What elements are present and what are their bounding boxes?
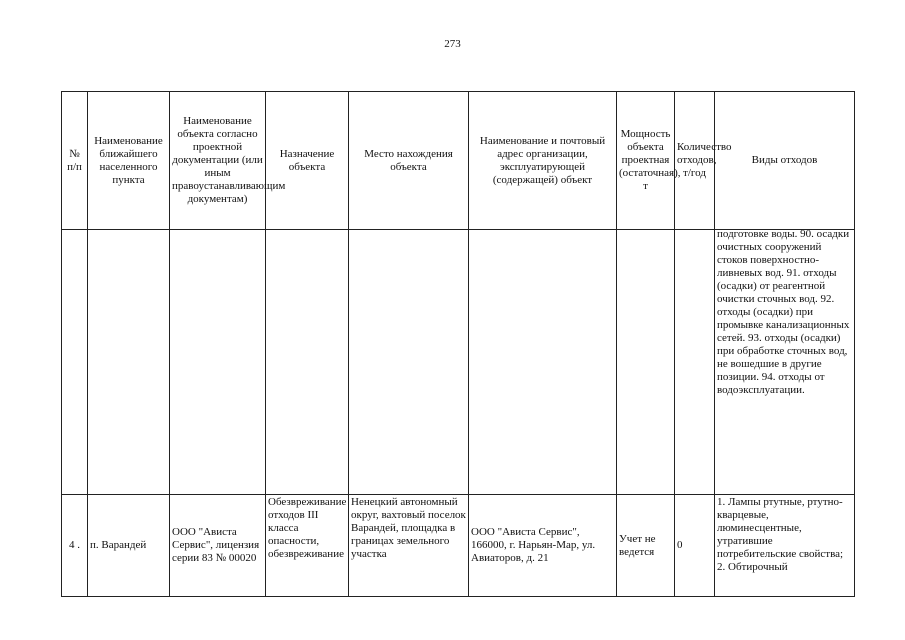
header-operator: Наименование и почтовый адрес организации, эксплуатирующей (содержащей) объект bbox=[469, 92, 617, 230]
row-purpose: Обезвреживание отходов III класса опасности, обезвреживание bbox=[266, 495, 349, 597]
row-operator: ООО "Ависта Сервис", 166000, г. Нарьян-Мар, ул. Авиаторов, д. 21 bbox=[469, 495, 617, 597]
table-header-row bbox=[62, 92, 855, 230]
empty-cell bbox=[62, 230, 88, 495]
waste-types-continued-text: подготовке воды. 90. осадки очистных сооружений стоков поверхностно-ливневых вод. 91. отходы (осадки) от реагентной очистки сточных вод. 92. отходы (осадки) при промывке канализационных сетей. 93. отходы (осадки) при обработке сточных вод, не вошедшие в другие позиции. 94. отходы от водоэксплуатации. bbox=[717, 228, 850, 396]
empty-cell bbox=[469, 230, 617, 495]
row-settlement: п. Варандей bbox=[88, 495, 170, 597]
waste-facilities-table bbox=[61, 91, 855, 597]
empty-cell bbox=[349, 230, 469, 495]
header-num: № п/п bbox=[62, 92, 88, 230]
header-purpose: Назначение объекта bbox=[266, 92, 349, 230]
empty-cell bbox=[170, 230, 266, 495]
row-waste-types: 1. Лампы ртутные, ртутно-кварцевые, люминесцентные, утратившие потребительские свойства; 2. Обтирочный bbox=[715, 495, 855, 597]
empty-cell bbox=[675, 230, 715, 495]
header-object-name: Наименование объекта согласно проектной документации (или иным правоустанавливающим документам) bbox=[170, 92, 266, 230]
header-location: Место нахождения объекта bbox=[349, 92, 469, 230]
empty-cell bbox=[617, 230, 675, 495]
empty-cell bbox=[266, 230, 349, 495]
row-location: Ненецкий автономный округ, вахтовый поселок Варандей, площадка в границах земельного участка bbox=[349, 495, 469, 597]
header-quantity: Количество отходов, т/год bbox=[675, 92, 715, 230]
table-row bbox=[62, 495, 855, 597]
header-capacity: Мощность объекта проектная (остаточная), т bbox=[617, 92, 675, 230]
header-settlement: Наименование ближайшего населенного пункта bbox=[88, 92, 170, 230]
row-capacity: Учет не ведется bbox=[617, 495, 675, 597]
row-quantity: 0 bbox=[675, 495, 715, 597]
header-waste-types: Виды отходов bbox=[715, 92, 855, 230]
table-row-continuation bbox=[62, 230, 855, 495]
empty-cell bbox=[88, 230, 170, 495]
row-num: 4 . bbox=[62, 495, 88, 597]
waste-types-continued bbox=[715, 230, 855, 495]
page-number: 273 bbox=[444, 38, 461, 50]
row-object-name: ООО "Ависта Сервис", лицензия серии 83 № 00020 bbox=[170, 495, 266, 597]
